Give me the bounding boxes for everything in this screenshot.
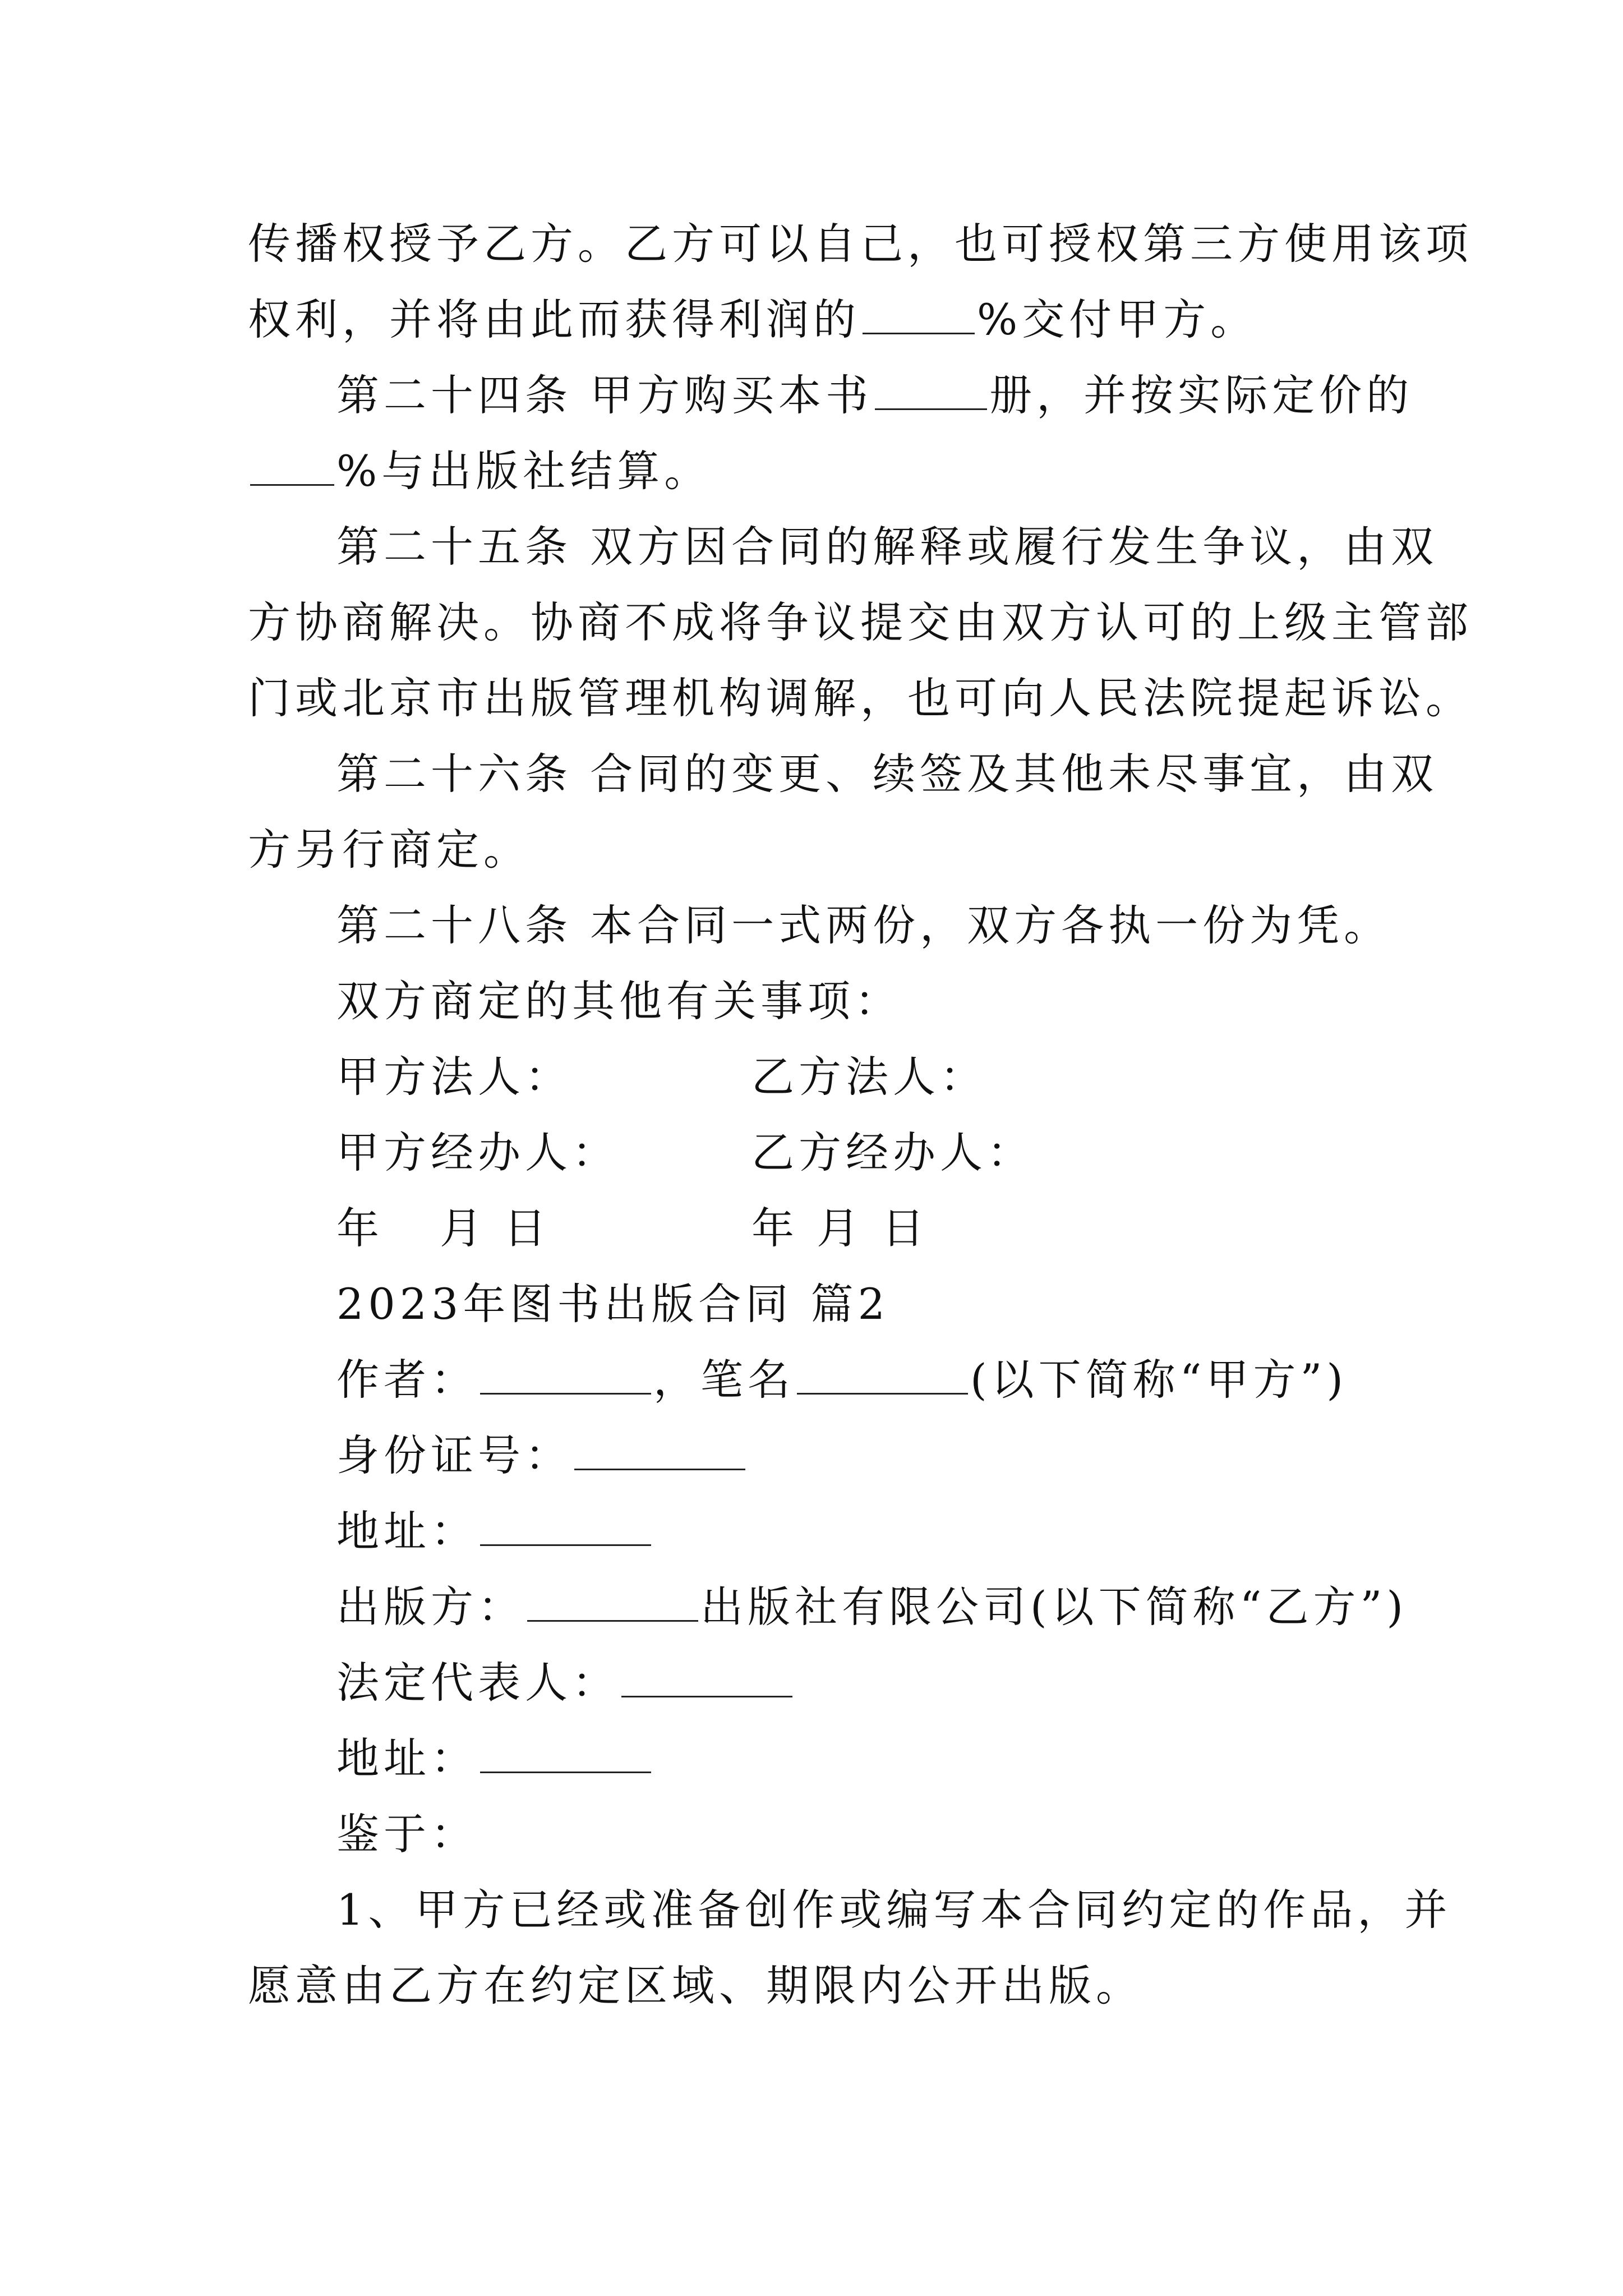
author-blank [480, 1356, 651, 1395]
whereas-label: 鉴于： [336, 1809, 478, 1859]
paragraph-line: 方另行商定。 [248, 825, 531, 875]
article-25: 第二十五条 双方因合同的解释或履行发生争议，由双 [336, 522, 1438, 572]
paragraph-line: 方协商解决。协商不成将争议提交由双方认可的上级主管部 [248, 597, 1473, 647]
legal-rep-blank [621, 1659, 792, 1697]
party-a-legal-person-label: 甲方法人： [336, 1052, 572, 1102]
fill-blank [863, 296, 975, 334]
publisher-label: 出版方： [336, 1582, 525, 1632]
text: 第二十四条 甲方购买本书 [336, 370, 873, 420]
address-label: 地址： [336, 1506, 478, 1556]
fill-blank [875, 371, 987, 410]
publisher-suffix: 出版社有限公司(以下简称“乙方”) [700, 1582, 1408, 1632]
text: %交付甲方。 [977, 295, 1258, 344]
party-b-agent-label: 乙方经办人： [751, 1128, 1034, 1177]
article-28: 第二十八条 本合同一式两份，双方各执一份为凭。 [336, 900, 1391, 950]
publisher-line [336, 1579, 1408, 1635]
text: %与出版社结算。 [336, 446, 712, 496]
paragraph-line [248, 292, 1257, 348]
section-heading: 2023年图书出版合同 篇2 [336, 1279, 889, 1329]
whereas-item-1: 1、甲方已经或准备创作或编写本合同约定的作品，并 [336, 1885, 1452, 1935]
author-label: 作者： [336, 1355, 478, 1405]
id-label: 身份证号： [336, 1430, 572, 1480]
address2-blank [480, 1734, 651, 1773]
article-24 [336, 367, 1413, 424]
text: 权利，并将由此而获得利润的 [248, 295, 860, 344]
publisher-blank [527, 1583, 698, 1622]
day-label: 日 [504, 1203, 551, 1253]
paragraph-line: 门或北京市出版管理机构调解，也可向人民法院提起诉讼。 [248, 673, 1473, 723]
pen-name-blank [797, 1356, 968, 1395]
fill-blank [250, 447, 334, 486]
article-26: 第二十六条 合同的变更、续签及其他未尽事宜，由双 [336, 749, 1438, 799]
author-line [336, 1352, 1348, 1408]
party-b-legal-person-label: 乙方法人： [751, 1052, 987, 1102]
party-b-date: 年 月 日 [751, 1203, 929, 1253]
legal-rep-label: 法定代表人： [336, 1658, 619, 1708]
legal-rep-line [336, 1655, 795, 1711]
party-a-date [336, 1200, 551, 1257]
year-label: 年 [336, 1203, 384, 1253]
text: 册，并按实际定价的 [989, 370, 1414, 420]
paragraph-line: 传播权授予乙方。乙方可以自己，也可授权第三方使用该项 [248, 219, 1473, 269]
paragraph-line [248, 443, 711, 499]
paragraph-line: 愿意由乙方在约定区域、期限内公开出版。 [248, 1961, 1143, 2010]
pen-name-label: ，笔名 [653, 1355, 795, 1405]
address-line [336, 1503, 653, 1559]
party-a-agent-label: 甲方经办人： [336, 1128, 619, 1177]
other-matters: 双方商定的其他有关事项： [336, 976, 902, 1026]
address2-label: 地址： [336, 1733, 478, 1783]
address2-line [336, 1731, 653, 1787]
party-a-note: (以下简称“甲方”) [970, 1355, 1348, 1405]
id-number-line [336, 1428, 748, 1484]
month-label: 月 [440, 1203, 487, 1253]
id-blank [574, 1432, 745, 1470]
address-blank [480, 1507, 651, 1546]
